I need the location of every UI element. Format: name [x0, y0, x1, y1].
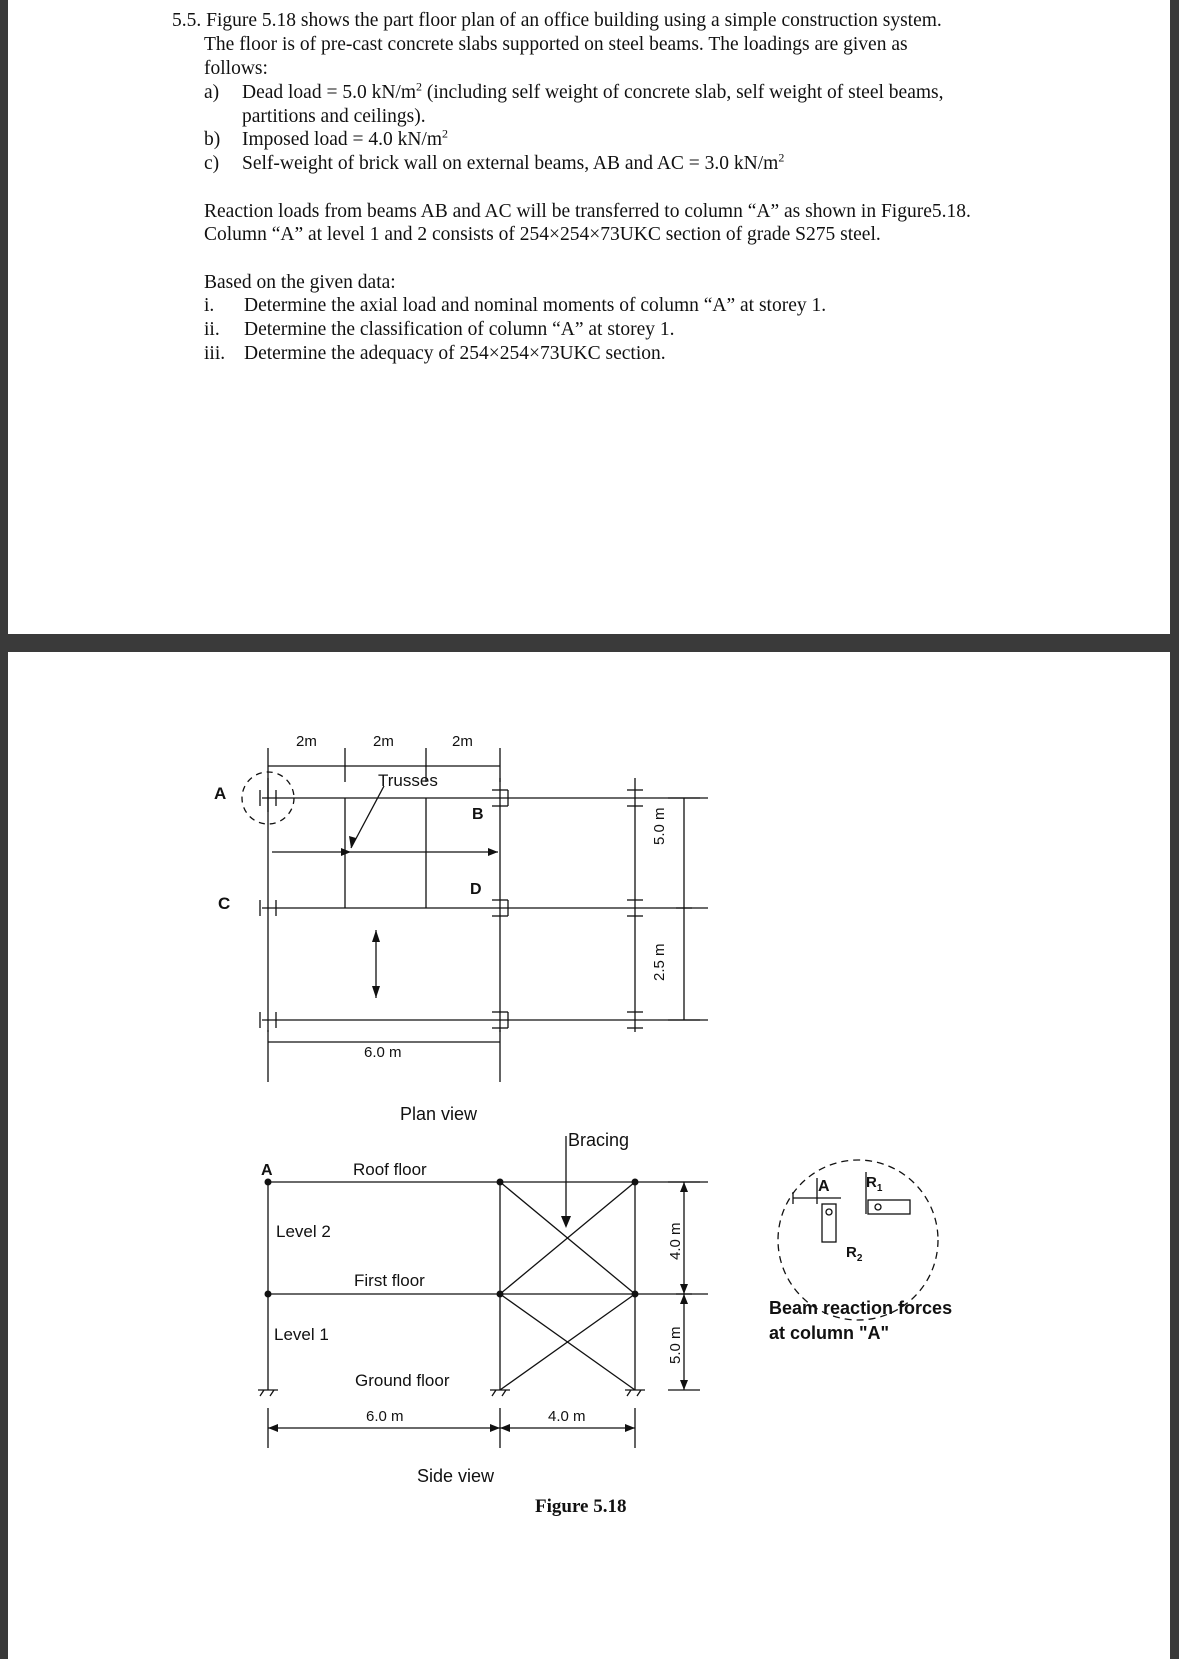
load-a-continuation: partitions and ceilings).	[242, 106, 426, 127]
reaction-line-2: Column “A” at level 1 and 2 consists of 254×254×73UKC section of grade S275 steel.	[204, 224, 881, 245]
side-dim-4m: 4.0 m	[548, 1408, 586, 1425]
load-a-marker: a)	[204, 82, 220, 103]
first-floor-label: First floor	[354, 1271, 425, 1290]
based-on-line: Based on the given data:	[204, 272, 396, 293]
plan-dim-6m: 6.0 m	[364, 1044, 402, 1061]
load-a-text: Dead load = 5.0 $kN/m^2$ (including self weight of concrete slab, self weight of steel beams,	[242, 79, 944, 103]
plan-view-caption: Plan view	[400, 1104, 478, 1124]
detail-node-a: A	[818, 1178, 830, 1195]
plan-dim-2m-3: 2m	[452, 733, 473, 750]
side-dim-5m-vertical: 5.0 m	[667, 1326, 684, 1364]
intro-line-3: follows:	[204, 58, 268, 79]
side-dim-4m-vertical: 4.0 m	[667, 1222, 684, 1260]
intro-line-2: The floor is of pre-cast concrete slabs supported on steel beams. The loadings are given as	[204, 34, 908, 55]
task-ii-text: Determine the classification of column “A” at storey 1.	[244, 319, 675, 340]
task-ii-marker: ii.	[204, 319, 220, 340]
roof-floor-label: Roof floor	[353, 1160, 427, 1179]
plan-dim-5m: 5.0 m	[651, 807, 668, 845]
detail-r2: $R_2$	[846, 1244, 863, 1264]
ground-floor-label: Ground floor	[355, 1371, 450, 1390]
task-i-marker: i.	[204, 295, 215, 316]
plan-dim-2m-2: 2m	[373, 733, 394, 750]
plan-node-a: A	[214, 784, 227, 803]
load-c-text: Self-weight of brick wall on external beams, AB and AC = 3.0 $kN/m^2$	[242, 150, 785, 174]
side-node-a: A	[261, 1162, 273, 1179]
reaction-line-1: Reaction loads from beams AB and AC will be transferred to column “A” as shown in Figure5.18.	[204, 201, 971, 222]
level-2-label: Level 2	[276, 1222, 331, 1241]
page-question	[8, 0, 1170, 634]
plan-arrowheads	[341, 836, 498, 998]
level-1-label: Level 1	[274, 1325, 329, 1344]
plan-dim-2m-1: 2m	[296, 733, 317, 750]
plan-view-geometry	[242, 748, 708, 1082]
load-c-marker: c)	[204, 153, 220, 174]
side-dim-6m: 6.0 m	[366, 1408, 404, 1425]
load-b-text: Imposed load = 4.0 $kN/m^2$	[242, 126, 449, 150]
intro-line-1: 5.5. Figure 5.18 shows the part floor plan of an office building using a simple construction system.	[172, 10, 942, 31]
figure-label: Figure 5.18	[535, 1496, 627, 1517]
detail-caption-2: at column "A"	[769, 1323, 890, 1343]
task-iii-text: Determine the adequacy of 254×254×73UKC section.	[244, 343, 666, 364]
bracing-label: Bracing	[568, 1130, 630, 1150]
plan-dim-2-5m: 2.5 m	[651, 943, 668, 981]
plan-node-b: B	[472, 806, 484, 823]
plan-node-c: C	[218, 894, 231, 913]
side-view-geometry	[258, 1136, 938, 1448]
page-figure	[8, 652, 1170, 1659]
trusses-label: Trusses	[378, 771, 438, 790]
task-i-text: Determine the axial load and nominal moments of column “A” at storey 1.	[244, 295, 827, 316]
detail-caption-1: Beam reaction forces	[769, 1298, 953, 1318]
side-view-caption: Side view	[417, 1466, 495, 1486]
plan-node-d: D	[470, 881, 482, 898]
side-arrowheads	[265, 1179, 689, 1433]
task-iii-marker: iii.	[204, 343, 226, 364]
load-b-marker: b)	[204, 129, 221, 150]
detail-r1: $R_1$	[866, 1174, 883, 1194]
